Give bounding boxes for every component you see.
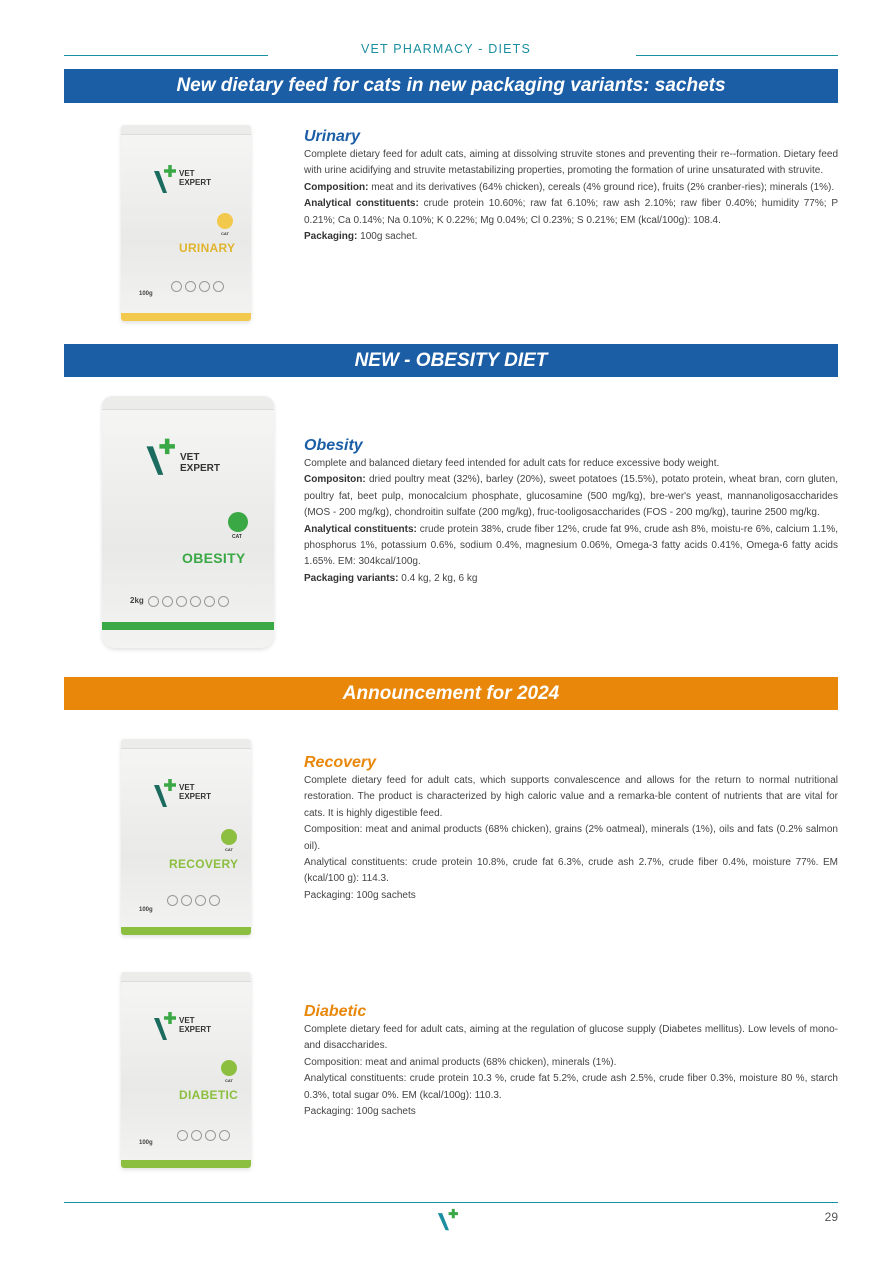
product-description: Complete dietary feed for adult cats, aiming at the regulation of glucose supply (Diabetes mellitus). Low levels of mono- and disaccharides. — [304, 1024, 838, 1052]
package-feature-icons — [148, 596, 229, 607]
package-brand: VET EXPERT — [179, 783, 212, 801]
package-brand: VET EXPERT — [179, 169, 212, 187]
cat-badge-icon — [217, 213, 233, 229]
cat-badge-icon — [221, 1060, 237, 1076]
product-composition: Compositon: dried poultry meat (32%), barley (20%), sweet potatoes (15.5%), potato protein, wheat bran, corn gluten, poultry fat, beet pulp, monocalcium phosphate, glucosamine (500 mg/kg), bre-wer's yeast, mannanoligosaccharides (MOS - 200 mg/kg), chondroitin sulfate (200 mg/kg), fruc-tooligosaccharides (FOS - 200 mg/kg), taurine 2500 mg/kg. — [304, 474, 838, 519]
package-feature-icons — [171, 281, 224, 292]
page-header-title: VET PHARMACY - DIETS — [360, 42, 532, 56]
package-badge-text: CAT — [225, 847, 233, 852]
product-composition: Composition: meat and animal products (68% chicken), minerals (1%). — [304, 1056, 617, 1068]
package-accent-strip — [102, 622, 274, 630]
obesity-description — [304, 436, 838, 587]
footer-rule — [64, 1202, 838, 1203]
product-analytical: Analytical constituents: crude protein 38%, crude fiber 12%, crude fat 9%, crude ash 8%, moistu-re 6%, calcium 1.1%, phosphorus 1%, potassium 0.6%, sodium 0.4%, magnesium 0.06%, Omega-3 fatty acids 0.41%, Omega-6 fatty acids 1.65%. EM: 304kcal/100g. — [304, 523, 838, 568]
package-brand: VET EXPERT — [180, 452, 221, 474]
package-seal — [121, 125, 251, 135]
package-weight: 100g — [139, 1140, 153, 1146]
package-feature-icons — [167, 895, 220, 906]
package-weight: 100g — [139, 907, 153, 913]
product-packaging: Packaging: 100g sachets — [304, 889, 416, 901]
product-description: Complete dietary feed for adult cats, which supports convalescence and allows for the return to normal nutritional restoration. The product is characterized by high caloric value and a remarka-ble content of nutrients that are vital for cats. It is highly digestible feed. — [304, 775, 838, 819]
vet-expert-logo-icon — [142, 436, 182, 480]
package-badge-text: CAT — [225, 1078, 233, 1083]
product-description: Complete and balanced dietary feed intended for adult cats for reduce excessive body weight. — [304, 458, 720, 469]
product-analytical: Analytical constituents: crude protein 10.60%; raw fat 6.10%; raw ash 2.10%; raw fiber 0.40%; humidity 77%; P 0.21%; Ca 0.14%; Na 0.10%; K 0.22%; Mg 0.04%; Cl 0.23%; S 0.21%; EM (kcal/100g): 108.4. — [304, 198, 838, 226]
recovery-package-image — [121, 739, 251, 935]
package-seal — [102, 396, 274, 410]
product-description: Complete dietary feed for adult cats, aiming at dissolving struvite stones and preventing their re--formation. Dietary feed with urine acidifying and struvite metastabilizing properties, promoting the formation of urine unsaturated with struvite. — [304, 149, 838, 177]
obesity-package-image — [102, 396, 274, 648]
recovery-description — [304, 753, 838, 904]
package-product-name: OBESITY — [182, 550, 246, 566]
package-product-name: URINARY — [179, 241, 236, 255]
section-banner-obesity: NEW - OBESITY DIET — [64, 344, 838, 377]
package-product-name: RECOVERY — [169, 857, 239, 871]
vet-expert-footer-logo-icon — [436, 1208, 462, 1232]
package-weight: 2kg — [130, 596, 144, 605]
urinary-description — [304, 127, 838, 245]
section-banner-announcement: Announcement for 2024 — [64, 677, 838, 710]
urinary-package-image — [121, 125, 251, 321]
product-composition: Composition: meat and animal products (68% chicken), grains (2% oatmeal), minerals (1%), oils and fats (0.2% salmon oil). — [304, 824, 838, 852]
header-rule-right — [636, 55, 838, 56]
vet-expert-logo-icon — [151, 1010, 181, 1044]
page-number: 29 — [824, 1210, 838, 1224]
product-title-urinary: Urinary — [304, 128, 361, 145]
package-accent-strip — [121, 927, 251, 935]
package-brand: VET EXPERT — [179, 1016, 212, 1034]
cat-badge-icon — [228, 512, 248, 532]
cat-badge-icon — [221, 829, 237, 845]
product-packaging: Packaging: 100g sachet. — [304, 231, 418, 243]
package-seal — [121, 972, 251, 982]
product-analytical: Analytical constituents: crude protein 10.8%, crude fat 6.3%, crude ash 2.7%, crude fiber 0.4%, moisture 77%. EM (kcal/100 g): 114.3. — [304, 857, 838, 885]
product-packaging: Packaging: 100g sachets — [304, 1106, 416, 1118]
package-accent-strip — [121, 313, 251, 321]
product-title-obesity: Obesity — [304, 437, 363, 454]
package-badge-text: CAT — [221, 231, 229, 236]
vet-expert-logo-icon — [151, 163, 181, 197]
diabetic-description — [304, 1002, 838, 1120]
section-banner-sachets: New dietary feed for cats in new packaging variants: sachets — [64, 69, 838, 103]
package-feature-icons — [177, 1130, 230, 1141]
product-packaging: Packaging variants: 0.4 kg, 2 kg, 6 kg — [304, 572, 478, 584]
product-composition: Composition: meat and its derivatives (64% chicken), cereals (4% ground rice), fruits (2% cranber-ries); minerals (1%). — [304, 181, 835, 193]
package-accent-strip — [121, 1160, 251, 1168]
package-weight: 100g — [139, 291, 153, 297]
diabetic-package-image — [121, 972, 251, 1168]
package-badge-text: CAT — [232, 534, 242, 540]
vet-expert-logo-icon — [151, 777, 181, 811]
product-title-diabetic: Diabetic — [304, 1003, 367, 1020]
package-seal — [121, 739, 251, 749]
product-analytical: Analytical constituents: crude protein 10.3 %, crude fat 5.2%, crude ash 2.5%, crude fiber 0.3%, moisture 80 %, starch 0.3%, total sugar 0%. EM (kcal/100g): 110.3. — [304, 1073, 838, 1101]
product-title-recovery: Recovery — [304, 754, 377, 771]
package-product-name: DIABETIC — [179, 1088, 239, 1102]
